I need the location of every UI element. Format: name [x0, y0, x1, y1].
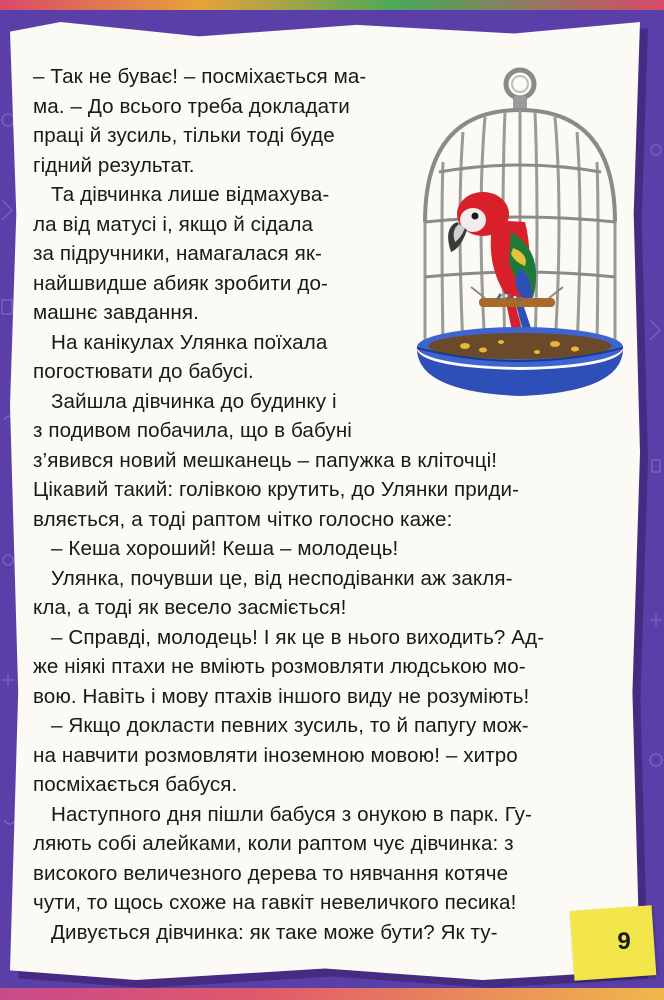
bottom-color-strip	[0, 988, 664, 1000]
story-line: високого величезного дерева то нявчання котяче	[33, 861, 509, 885]
parrot-in-cage-icon	[405, 62, 623, 400]
story-line: Наступного дня пішли бабуся з онукою в парк. Гу-	[51, 802, 532, 826]
story-line: машнє завдання.	[33, 301, 199, 324]
story-line: праці й зусиль, тільки тоді буде	[33, 124, 335, 147]
story-line: вою. Навіть і мову птахів іншого виду не розуміють!	[33, 684, 530, 708]
story-line: – Кеша хороший! Кеша – молодець!	[51, 537, 399, 560]
story-line: погостювати до бабусі.	[33, 360, 254, 383]
story-line: на навчити розмовляти іноземною мовою! – хитро	[33, 743, 518, 767]
story-line: Зайшла дівчинка до будинку і	[51, 389, 337, 413]
story-line: гідний результат.	[33, 153, 195, 177]
story-line: Улянка, почувши це, від несподіванки аж закля-	[51, 566, 513, 590]
story-line: ла від матусі і, якщо й сідала	[33, 212, 314, 236]
page-number: 9	[617, 928, 631, 955]
story-line: за підручники, намагалася як-	[33, 242, 322, 265]
story-line: з подивом побачила, що в бабуні	[33, 419, 352, 442]
story-line: з’явився новий мешканець – папужка в кліточці!	[33, 448, 498, 472]
story-line: – Справді, молодець! І як це в нього виходить? Ад-	[51, 625, 545, 649]
story-line: Та дівчинка лише відмахува-	[51, 183, 330, 206]
story-line: Дивується дівчинка: як таке може бути? Як ту-	[51, 920, 498, 944]
story-line: же ніякі птахи не вміють розмовляти людською мо-	[33, 655, 526, 678]
story-line: ляють собі алейками, коли раптом чує дівчинка: з	[33, 832, 514, 855]
story-line: кла, а тоді як весело засміється!	[33, 596, 347, 619]
story-line: ма. – До всього треба докладати	[33, 94, 350, 118]
story-line: На канікулах Улянка поїхала	[51, 330, 328, 354]
story-line: Цікавий такий: голівкою крутить, до Улянки приди-	[33, 478, 520, 501]
story-line: найшвидше абияк зробити до-	[33, 271, 328, 295]
story-line: чути, то щось схоже на гавкіт невеличкого песика!	[33, 891, 517, 914]
top-color-strip	[0, 0, 664, 10]
story-line: – Так не буває! – посміхається ма-	[33, 65, 367, 88]
story-line: – Якщо докласти певних зусиль, то й папугу мож-	[51, 714, 529, 737]
story-line: посміхається бабуся.	[33, 773, 238, 796]
story-line: вляється, а тоді раптом чітко голосно каже:	[33, 507, 453, 531]
